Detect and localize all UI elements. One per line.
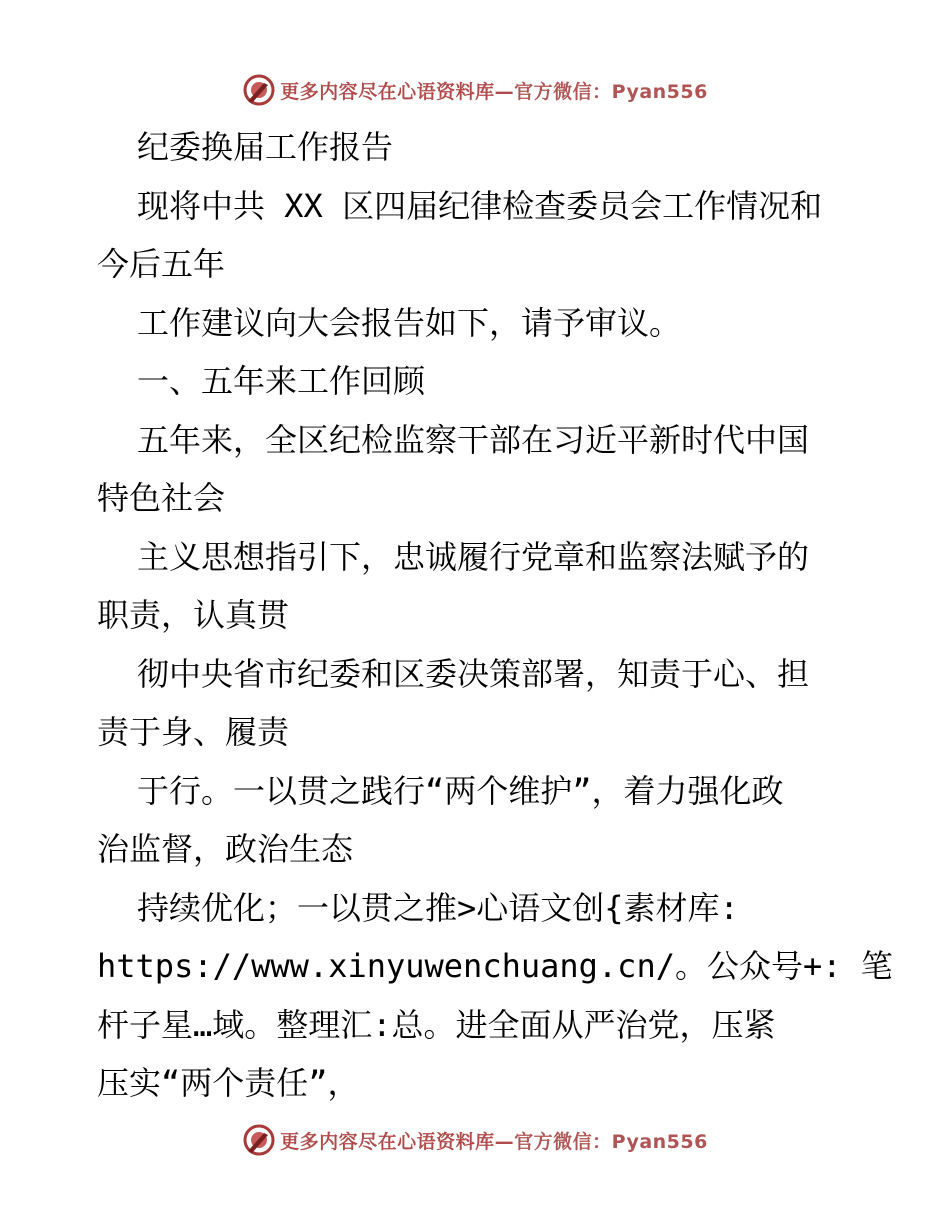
pen-logo-icon: [242, 73, 276, 107]
text-line: 特色社会: [97, 479, 226, 517]
text-line: 职责，认真贯: [97, 596, 290, 634]
watermark-footer: [0, 1120, 950, 1160]
text-line: 现将中共 XX 区四届纪律检查委员会工作情况和: [137, 186, 823, 225]
text-line: 持续优化；一以贯之推>心语文创{素材库:: [137, 888, 739, 927]
text-line: 于行。一以贯之践行“两个维护”，着力强化政: [137, 771, 784, 810]
watermark-text: [280, 77, 708, 104]
watermark-wechat: 官方微信：Pyan556: [514, 80, 708, 103]
watermark-separator: —: [494, 80, 515, 103]
text-line: 五年来，全区纪检监察干部在习近平新时代中国: [137, 420, 810, 459]
watermark-brand: 更多内容尽在心语资料库: [280, 80, 495, 103]
text-line: https://www.xinyuwenchuang.cn/。公众号+: 笔: [97, 947, 893, 985]
watermark-header: [0, 70, 950, 110]
watermark-text: [280, 1127, 708, 1154]
text-line: 杆子星…域。整理汇:总。进全面从严治党，压紧: [97, 1005, 776, 1044]
text-line: 工作建议向大会报告如下，请予审议。: [137, 303, 682, 342]
text-line: 责于身、履责: [97, 713, 290, 751]
text-line: 一、五年来工作回顾: [137, 362, 426, 400]
text-line: 今后五年: [97, 245, 226, 283]
text-line: 主义思想指引下，忠诚履行党章和监察法赋予的: [137, 537, 810, 576]
text-line: 彻中央省市纪委和区委决策部署，知责于心、担: [137, 654, 810, 693]
watermark-wechat: 官方微信：Pyan556: [514, 1130, 708, 1153]
text-line: 压实“两个责任”，: [97, 1064, 360, 1102]
document-body: [97, 118, 893, 1113]
watermark-separator: —: [494, 1130, 515, 1153]
text-line: 治监督，政治生态: [97, 830, 354, 868]
text-line: 纪委换届工作报告: [137, 128, 394, 166]
watermark-brand: 更多内容尽在心语资料库: [280, 1130, 495, 1153]
pen-logo-icon: [242, 1123, 276, 1157]
